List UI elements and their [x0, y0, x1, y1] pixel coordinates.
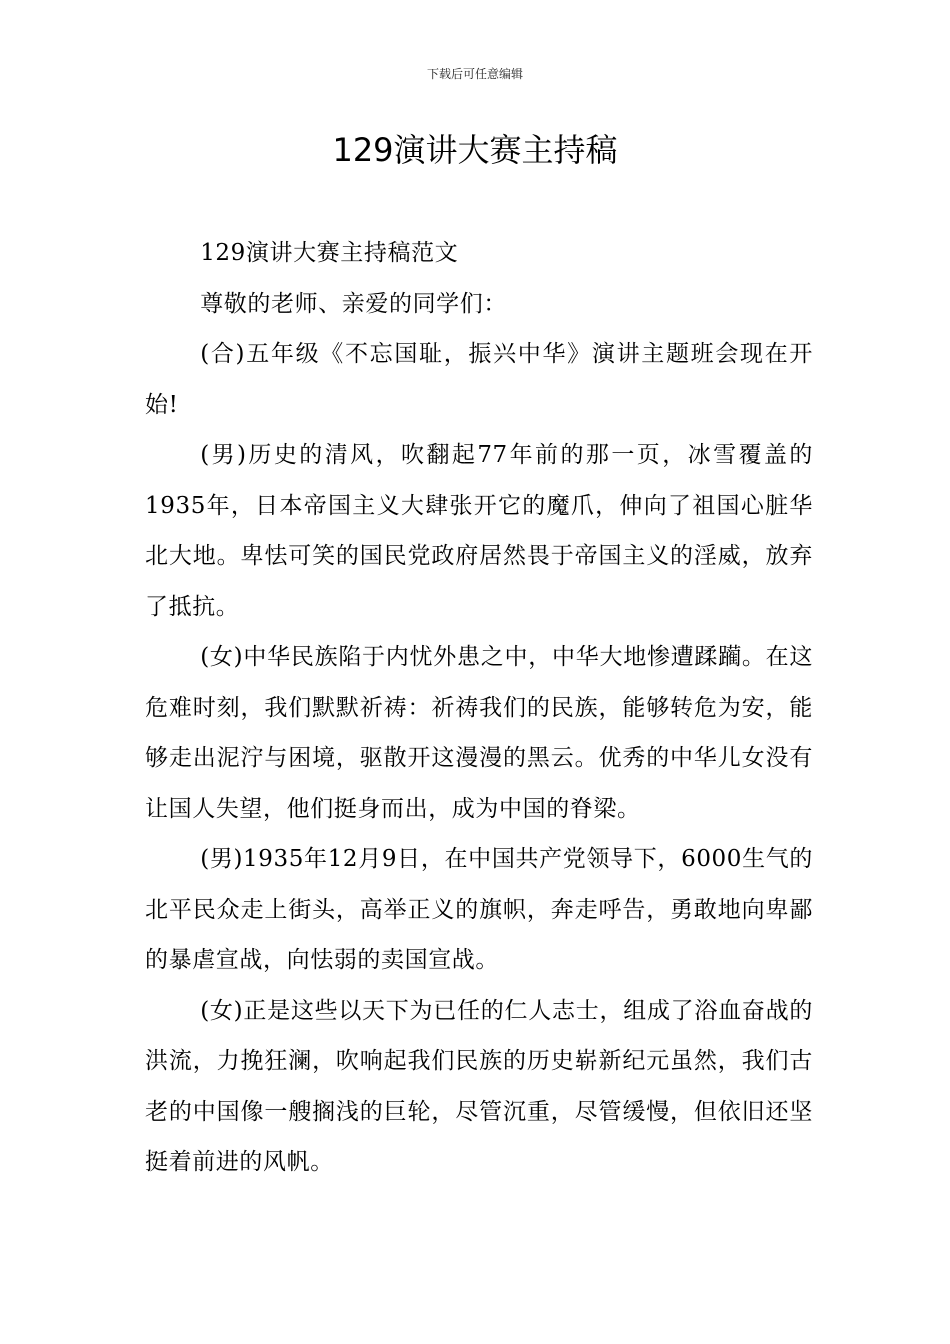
paragraph: (男)1935年12月9日，在中国共产党领导下，6000生气的北平民众走上街头，高举正义的旗帜，奔走呼告，勇敢地向卑鄙的暴虐宣战，向怯弱的卖国宣战。 [145, 846, 813, 973]
paragraph-greeting: 尊敬的老师、亲爱的同学们： [200, 290, 507, 317]
document-title: 129演讲大赛主持稿 [332, 131, 618, 169]
paragraph-subtitle: 129演讲大赛主持稿范文 [200, 240, 459, 266]
paragraph: (女)正是这些以天下为已任的仁人志士，组成了浴血奋战的洪流，力挽狂澜，吹响起我们民族的历史崭新纪元虽然，我们古老的中国像一艘搁浅的巨轮，尽管沉重，尽管缓慢，但依旧还坚挺着前进的风帆。 [145, 997, 813, 1175]
paragraph: (男)历史的清风，吹翻起77年前的那一页，冰雪覆盖的1935年，日本帝国主义大肆张开它的魔爪，伸向了祖国心脏华北大地。卑怯可笑的国民党政府居然畏于帝国主义的淫威，放弃了抵抗。 [145, 442, 813, 620]
page-header-note: 下载后可任意编辑 [426, 67, 523, 81]
paragraph: (合)五年级《不忘国耻，振兴中华》演讲主题班会现在开始! [145, 341, 813, 418]
paragraph: (女)中华民族陷于内忧外患之中，中华大地惨遭蹂躏。在这危难时刻，我们默默祈祷：祈祷我们的民族，能够转危为安，能够走出泥泞与困境，驱散开这漫漫的黑云。优秀的中华儿女没有让国人失望，他们挺身而出，成为中国的脊梁。 [145, 644, 813, 822]
document-body [145, 228, 813, 1188]
